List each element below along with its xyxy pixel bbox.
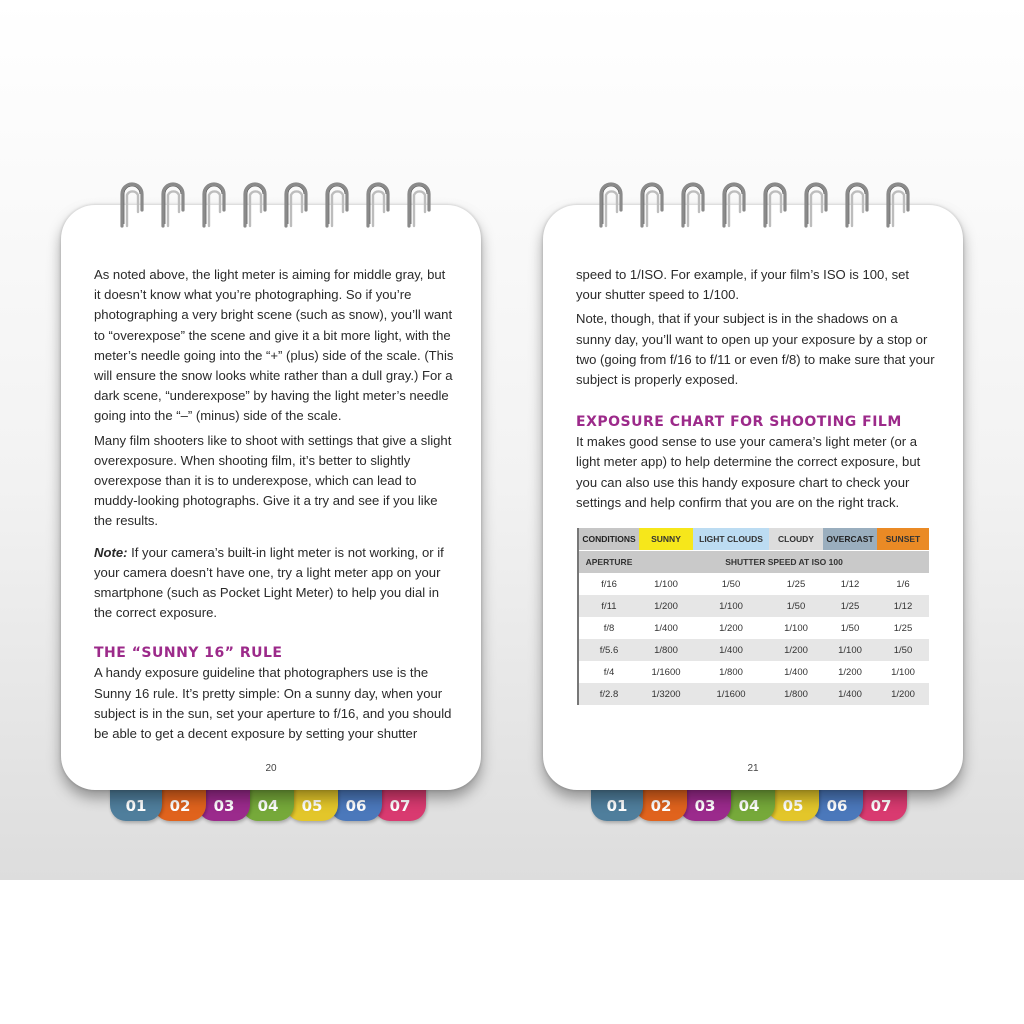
- aperture-cell: f/8: [579, 617, 639, 639]
- left-page: [61, 205, 481, 790]
- shutter-speed-cell: 1/200: [823, 661, 877, 683]
- condition-header-light-clouds: LIGHT CLOUDS: [693, 528, 769, 551]
- left-page-body: [94, 265, 454, 748]
- shutter-speed-cell: 1/800: [769, 683, 823, 705]
- chapter-tab-01[interactable]: 01: [110, 783, 162, 821]
- note-label: Note:: [94, 544, 128, 560]
- shutter-speed-cell: 1/12: [823, 573, 877, 595]
- shutter-speed-cell: 1/100: [877, 661, 929, 683]
- spiral-ring: [761, 180, 789, 228]
- chapter-tab-03[interactable]: 03: [679, 783, 731, 821]
- spiral-ring: [364, 180, 392, 228]
- page-number-right: 21: [747, 763, 759, 774]
- aperture-header: APERTURE: [579, 551, 639, 573]
- spiral-ring: [679, 180, 707, 228]
- aperture-cell: f/2.8: [579, 683, 639, 705]
- shutter-speed-cell: 1/200: [877, 683, 929, 705]
- spiral-ring: [720, 180, 748, 228]
- spiral-binding-right: [597, 180, 912, 230]
- chapter-tab-04[interactable]: 04: [242, 783, 294, 821]
- condition-header-cloudy: CLOUDY: [769, 528, 823, 551]
- chapter-tab-05[interactable]: 05: [767, 783, 819, 821]
- spiral-ring: [282, 180, 310, 228]
- shutter-speed-cell: 1/6: [877, 573, 929, 595]
- shutter-speed-cell: 1/100: [769, 617, 823, 639]
- body-paragraph: Many film shooters like to shoot with settings that give a slight overexposure. When shooting film, it’s better to slightly overexpose than it is to underexpose, which can lead to muddy-looking photographs. Give it a try and see if you like the results.: [94, 432, 452, 529]
- spiral-ring: [118, 180, 146, 228]
- chapter-tab-07[interactable]: 07: [855, 783, 907, 821]
- shutter-speed-cell: 1/400: [639, 617, 693, 639]
- shutter-speed-header: SHUTTER SPEED AT ISO 100: [639, 551, 929, 573]
- shutter-speed-cell: 1/50: [877, 639, 929, 661]
- table-row: [579, 573, 929, 595]
- spiral-ring: [200, 180, 228, 228]
- body-paragraph: As noted above, the light meter is aiming for middle gray, but it doesn’t know what you’re photographing. So if you’re photographing a very bright scene (such as snow), you’ll want to “overexpose” the scene and give it a bit more light, with the meter’s needle going into the “+” (plus) side of the scale. (This will ensure the snow looks white rather than a dull gray.) For a dark scene, “underexpose” by having the light meter’s needle going into the “–” (minus) side of the scale.: [94, 267, 454, 424]
- chapter-tab-02[interactable]: 02: [154, 783, 206, 821]
- right-page-body: [576, 265, 936, 517]
- aperture-cell: f/11: [579, 595, 639, 617]
- shutter-speed-cell: 1/100: [693, 595, 769, 617]
- shutter-speed-cell: 1/12: [877, 595, 929, 617]
- shutter-speed-cell: 1/50: [693, 573, 769, 595]
- aperture-header-row: [579, 551, 929, 573]
- body-paragraph: A handy exposure guideline that photographers use is the Sunny 16 rule. It’s pretty simple: On a sunny day, when your subject is in the sun, set your aperture to f/16, and you should be able to get a decent exposure by setting your shutter: [94, 665, 452, 742]
- shutter-speed-cell: 1/25: [769, 573, 823, 595]
- shutter-speed-cell: 1/200: [769, 639, 823, 661]
- shutter-speed-cell: 1/100: [823, 639, 877, 661]
- chapter-tab-07[interactable]: 07: [374, 783, 426, 821]
- chapter-tab-03[interactable]: 03: [198, 783, 250, 821]
- condition-header-sunny: SUNNY: [639, 528, 693, 551]
- condition-header-overcast: OVERCAST: [823, 528, 877, 551]
- page-number-left: 20: [265, 763, 277, 774]
- spiral-ring: [597, 180, 625, 228]
- chapter-tab-05[interactable]: 05: [286, 783, 338, 821]
- shutter-speed-cell: 1/400: [823, 683, 877, 705]
- table-row: [579, 661, 929, 683]
- aperture-cell: f/16: [579, 573, 639, 595]
- spiral-ring: [884, 180, 912, 228]
- exposure-chart-heading: EXPOSURE CHART FOR SHOOTING FILM: [576, 414, 902, 431]
- spiral-ring: [843, 180, 871, 228]
- shutter-speed-cell: 1/400: [769, 661, 823, 683]
- shutter-speed-cell: 1/25: [877, 617, 929, 639]
- shutter-speed-cell: 1/800: [693, 661, 769, 683]
- conditions-header-row: [579, 528, 929, 551]
- shutter-speed-cell: 1/200: [693, 617, 769, 639]
- shutter-speed-cell: 1/1600: [693, 683, 769, 705]
- body-paragraph: speed to 1/ISO. For example, if your film’s ISO is 100, set your shutter speed to 1/100.: [576, 267, 910, 303]
- spiral-ring: [323, 180, 351, 228]
- chapter-tab-06[interactable]: 06: [811, 783, 863, 821]
- spiral-binding-left: [118, 180, 433, 230]
- note-paragraph: [94, 543, 454, 624]
- spiral-ring: [405, 180, 433, 228]
- aperture-cell: f/4: [579, 661, 639, 683]
- exposure-table: [577, 528, 929, 705]
- table-row: [579, 683, 929, 705]
- exposure-table-body: [579, 573, 929, 705]
- condition-header-conditions: CONDITIONS: [579, 528, 639, 551]
- body-paragraph: It makes good sense to use your camera’s light meter (or a light meter app) to help determine the correct exposure, but you can also use this handy exposure chart to check your settings and help confirm that you are on the right track.: [576, 434, 921, 510]
- aperture-cell: f/5.6: [579, 639, 639, 661]
- chapter-tab-02[interactable]: 02: [635, 783, 687, 821]
- chapter-tab-01[interactable]: 01: [591, 783, 643, 821]
- sunny-16-heading: THE “SUNNY 16” RULE: [94, 645, 283, 662]
- spiral-ring: [802, 180, 830, 228]
- shutter-speed-cell: 1/3200: [639, 683, 693, 705]
- table-row: [579, 639, 929, 661]
- spiral-ring: [241, 180, 269, 228]
- body-paragraph: Note, though, that if your subject is in the shadows on a sunny day, you’ll want to open up your exposure by a stop or two (going from f/16 to f/11 or even f/8) to make sure that your subject is properly exposed.: [576, 311, 935, 388]
- shutter-speed-cell: 1/400: [693, 639, 769, 661]
- spiral-ring: [638, 180, 666, 228]
- chapter-tab-06[interactable]: 06: [330, 783, 382, 821]
- note-text: If your camera’s built-in light meter is not working, or if your camera doesn’t have one, try a light meter app on your smartphone (such as Pocket Light Meter) to help you dial in the correct exposure.: [94, 544, 444, 621]
- chapter-tab-04[interactable]: 04: [723, 783, 775, 821]
- shutter-speed-cell: 1/200: [639, 595, 693, 617]
- shutter-speed-cell: 1/50: [823, 617, 877, 639]
- condition-header-sunset: SUNSET: [877, 528, 929, 551]
- shutter-speed-cell: 1/25: [823, 595, 877, 617]
- table-row: [579, 617, 929, 639]
- shutter-speed-cell: 1/100: [639, 573, 693, 595]
- shutter-speed-cell: 1/50: [769, 595, 823, 617]
- shutter-speed-cell: 1/800: [639, 639, 693, 661]
- table-row: [579, 595, 929, 617]
- spiral-ring: [159, 180, 187, 228]
- shutter-speed-cell: 1/1600: [639, 661, 693, 683]
